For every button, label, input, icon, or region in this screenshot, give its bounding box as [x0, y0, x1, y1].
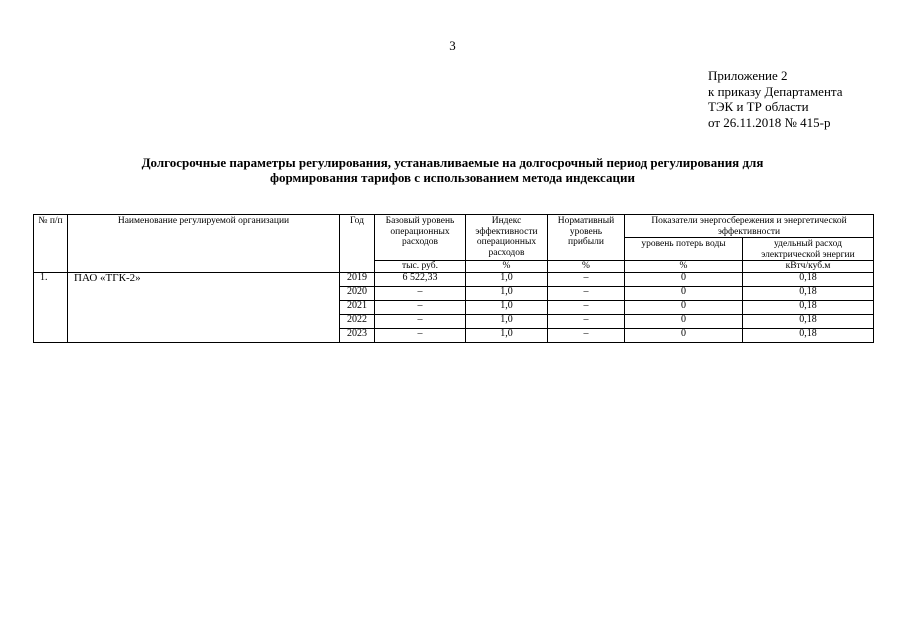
cell-energy-consumption: 0,18 [743, 328, 874, 342]
cell-efficiency-index: 1,0 [466, 328, 548, 342]
cell-water-loss: 0 [625, 328, 743, 342]
header-water-loss: уровень потерь воды [625, 238, 743, 261]
organization-name: ПАО «ТГК-2» [68, 272, 340, 342]
cell-efficiency-index: 1,0 [466, 314, 548, 328]
cell-water-loss: 0 [625, 286, 743, 300]
header-profit-level: Нормативный уровень прибыли [548, 215, 625, 261]
header-energy-group: Показатели энергосбережения и энергетической эффективности [625, 215, 874, 238]
cell-profit-level: – [548, 314, 625, 328]
table-row [34, 272, 874, 286]
cell-profit-level: – [548, 328, 625, 342]
cell-base-costs: 6 522,33 [375, 272, 466, 286]
cell-energy-consumption: 0,18 [743, 300, 874, 314]
parameters-table [33, 214, 874, 343]
cell-efficiency-index: 1,0 [466, 286, 548, 300]
cell-water-loss: 0 [625, 314, 743, 328]
appendix-block [708, 68, 843, 130]
cell-efficiency-index: 1,0 [466, 300, 548, 314]
appendix-line: Приложение 2 [708, 68, 788, 83]
cell-water-loss: 0 [625, 272, 743, 286]
appendix-line: к приказу Департамента [708, 83, 843, 99]
header-energy-consumption: удельный расход электрической энергии [743, 238, 874, 261]
cell-year: 2021 [340, 300, 375, 314]
cell-water-loss: 0 [625, 300, 743, 314]
cell-base-costs: – [375, 314, 466, 328]
cell-energy-consumption: 0,18 [743, 272, 874, 286]
unit-energy-consumption: кВтч/куб.м [743, 261, 874, 273]
title-line: формирования тарифов с использованием метода индексации [270, 170, 635, 185]
row-number: 1. [34, 272, 68, 342]
header-efficiency-index: Индекс эффективности операционных расходов [466, 215, 548, 261]
cell-base-costs: – [375, 286, 466, 300]
appendix-line: от 26.11.2018 № 415-р [708, 114, 831, 130]
header-num: № п/п [34, 215, 68, 273]
cell-efficiency-index: 1,0 [466, 272, 548, 286]
cell-profit-level: – [548, 300, 625, 314]
header-base-costs: Базовый уровень операционных расходов [375, 215, 466, 261]
unit-efficiency-index: % [466, 261, 548, 273]
unit-profit-level: % [548, 261, 625, 273]
unit-base-costs: тыс. руб. [375, 261, 466, 273]
unit-water-loss: % [625, 261, 743, 273]
page-number: 3 [449, 38, 456, 53]
document-title [40, 155, 865, 185]
cell-energy-consumption: 0,18 [743, 286, 874, 300]
cell-year: 2023 [340, 328, 375, 342]
cell-year: 2020 [340, 286, 375, 300]
cell-profit-level: – [548, 272, 625, 286]
header-year: Год [340, 215, 375, 273]
cell-year: 2022 [340, 314, 375, 328]
appendix-line: ТЭК и ТР области [708, 99, 809, 114]
cell-year: 2019 [340, 272, 375, 286]
header-organization: Наименование регулируемой организации [68, 215, 340, 273]
cell-base-costs: – [375, 328, 466, 342]
cell-base-costs: – [375, 300, 466, 314]
title-line: Долгосрочные параметры регулирования, устанавливаемые на долгосрочный период регулирования для [141, 155, 764, 170]
cell-profit-level: – [548, 286, 625, 300]
header-row [34, 215, 874, 238]
cell-energy-consumption: 0,18 [743, 314, 874, 328]
